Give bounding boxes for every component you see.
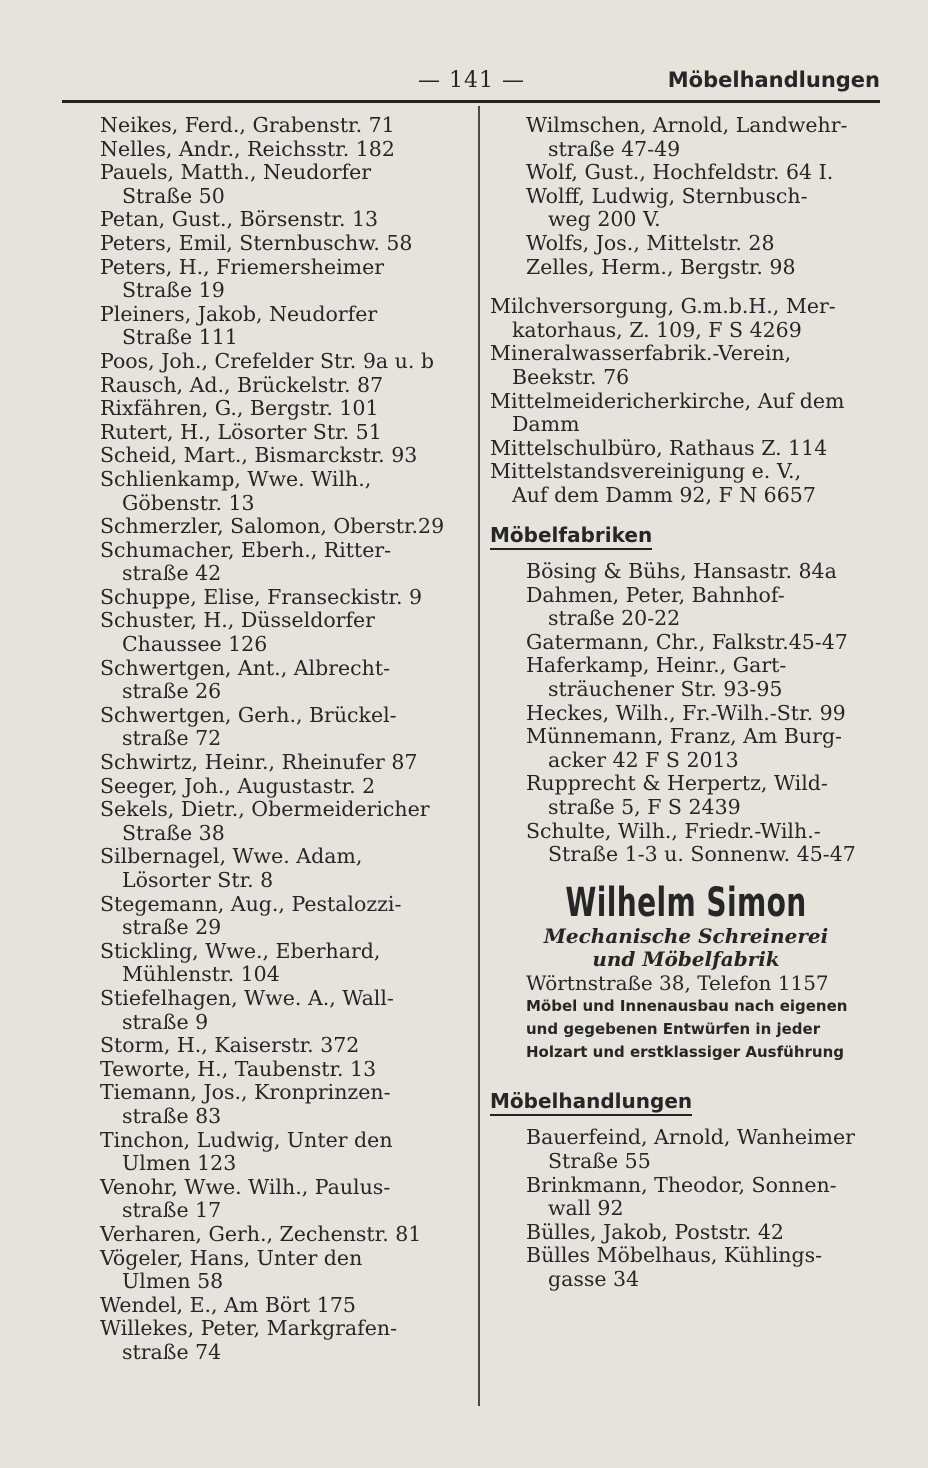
- directory-entry: [100, 303, 460, 350]
- entry-line: Tiemann, Jos., Kronprinzen-: [100, 1080, 391, 1105]
- entry-line: Verharen, Gerh., Zechenstr. 81: [100, 1221, 422, 1246]
- directory-entry: [100, 1081, 460, 1128]
- directory-entry: [100, 444, 460, 468]
- entry-line: Schumacher, Eberh., Ritter-: [100, 537, 392, 562]
- directory-entry: [100, 138, 460, 162]
- directory-entry: [490, 654, 882, 701]
- entry-line: Schmerzler, Salomon, Oberstr.29: [100, 514, 445, 539]
- directory-entry: [100, 1034, 460, 1058]
- directory-entry: [490, 342, 882, 389]
- entry-continuation: Straße 50: [122, 183, 225, 208]
- directory-entry: [490, 631, 882, 655]
- directory-entry: [100, 1247, 460, 1294]
- entry-line: Bösing & Bühs, Hansastr. 84a: [526, 559, 837, 584]
- entry-line: Bülles, Jakob, Poststr. 42: [526, 1219, 784, 1244]
- entry-continuation: Damm: [512, 412, 580, 437]
- entry-continuation: straße 29: [122, 915, 222, 940]
- entry-line: Brinkmann, Theodor, Sonnen-: [526, 1172, 837, 1197]
- header-rule: [62, 100, 880, 103]
- entry-line: Pauels, Matth., Neudorfer: [100, 160, 372, 185]
- entry-line: Heckes, Wilh., Fr.-Wilh.-Str. 99: [526, 700, 846, 725]
- directory-entry: [100, 539, 460, 586]
- entry-continuation: wall 92: [548, 1196, 624, 1221]
- entry-continuation: gasse 34: [548, 1266, 640, 1291]
- advert-text-2: und gegebenen Entwürfen in jeder: [526, 1019, 821, 1038]
- directory-entry: [490, 584, 882, 631]
- entry-line: Rutert, H., Lösorter Str. 51: [100, 419, 382, 444]
- entry-continuation: sträuchener Str. 93-95: [548, 677, 783, 702]
- entry-continuation: Mühlenstr. 104: [122, 962, 280, 987]
- directory-entry: [490, 256, 882, 280]
- entry-line: Schuster, H., Düsseldorfer: [100, 608, 375, 633]
- directory-entry: [490, 702, 882, 726]
- entry-line: Peters, H., Friemersheimer: [100, 254, 385, 279]
- entry-continuation: straße 83: [122, 1103, 222, 1128]
- right-top-list: [490, 114, 882, 279]
- entry-continuation: acker 42 F S 2013: [548, 747, 739, 772]
- entry-line: Wolf, Gust., Hochfeldstr. 64 I.: [526, 160, 834, 185]
- entry-continuation: straße 42: [122, 561, 222, 586]
- entry-continuation: weg 200 V.: [548, 207, 661, 232]
- directory-entry: [100, 256, 460, 303]
- directory-entry: [100, 350, 460, 374]
- entry-continuation: straße 47-49: [548, 136, 681, 161]
- entry-line: Schwertgen, Gerh., Brückel-: [100, 702, 397, 727]
- entry-line: Vögeler, Hans, Unter den: [100, 1245, 363, 1270]
- entry-line: Rupprecht & Herpertz, Wild-: [526, 771, 828, 796]
- entry-line: Storm, H., Kaiserstr. 372: [100, 1033, 360, 1058]
- entry-line: Schlienkamp, Wwe. Wilh.,: [100, 466, 372, 491]
- entry-continuation: Straße 38: [122, 820, 225, 845]
- directory-entry: [490, 772, 882, 819]
- moebelhandlungen-list: [490, 1126, 882, 1291]
- directory-entry: [100, 657, 460, 704]
- entry-line: Schuppe, Elise, Franseckistr. 9: [100, 584, 423, 609]
- entry-continuation: straße 9: [122, 1009, 209, 1034]
- entry-line: Wolff, Ludwig, Sternbusch-: [526, 183, 808, 208]
- directory-entry: [490, 460, 882, 507]
- directory-entry: [100, 987, 460, 1034]
- entry-line: Neikes, Ferd., Grabenstr. 71: [100, 113, 395, 137]
- directory-entry: [100, 374, 460, 398]
- entry-line: Willekes, Peter, Markgrafen-: [100, 1316, 397, 1341]
- directory-entry: [490, 390, 882, 437]
- directory-entry: [490, 1174, 882, 1221]
- entry-line: Sekels, Dietr., Obermeidericher: [100, 797, 430, 822]
- entry-line: Mineralwasserfabrik.-Verein,: [490, 341, 792, 366]
- left-column: [100, 114, 460, 1364]
- directory-entry: [100, 798, 460, 845]
- directory-entry: [100, 1129, 460, 1176]
- page-header: [0, 68, 928, 98]
- entry-line: Silbernagel, Wwe. Adam,: [100, 844, 363, 869]
- moebelfabriken-list: [490, 560, 882, 867]
- advert-address: Wörtnstraße 38, Telefon 1157: [526, 970, 829, 995]
- directory-entry: [100, 161, 460, 208]
- entry-continuation: straße 17: [122, 1198, 222, 1223]
- entry-line: Teworte, H., Taubenstr. 13: [100, 1056, 377, 1081]
- entry-line: Bauerfeind, Arnold, Wanheimer: [526, 1125, 855, 1150]
- directory-entry: [100, 232, 460, 256]
- right-misc-list: [490, 295, 882, 507]
- section-heading-moebelfabriken: Möbelfabriken: [490, 524, 652, 551]
- directory-entry: [100, 1176, 460, 1223]
- entry-line: Poos, Joh., Crefelder Str. 9a u. b: [100, 348, 434, 373]
- page-number: — 141 —: [418, 68, 525, 93]
- entry-line: Schwertgen, Ant., Albrecht-: [100, 655, 390, 680]
- section-heading-moebelhandlungen: Möbelhandlungen: [490, 1090, 692, 1117]
- entry-continuation: straße 26: [122, 679, 222, 704]
- advert-text-1: Möbel und Innenausbau nach eigenen: [526, 996, 848, 1015]
- advert-subtitle-2: und Möbelfabrik: [592, 946, 780, 971]
- directory-entry: [100, 114, 460, 138]
- directory-entry: [490, 820, 882, 867]
- advert-name: Wilhelm Simon: [565, 879, 807, 926]
- entry-line: Wendel, E., Am Bört 175: [100, 1292, 356, 1317]
- directory-entry: [100, 940, 460, 987]
- directory-entry: [100, 704, 460, 751]
- entry-line: Seeger, Joh., Augustastr. 2: [100, 773, 376, 798]
- directory-entry: [490, 725, 882, 772]
- directory-entry: [100, 468, 460, 515]
- entry-line: Scheid, Mart., Bismarckstr. 93: [100, 443, 418, 468]
- entry-line: Rausch, Ad., Brückelstr. 87: [100, 372, 384, 397]
- directory-entry: [490, 114, 882, 161]
- entry-line: Bülles Möbelhaus, Kühlings-: [526, 1243, 823, 1268]
- entry-line: Wilmschen, Arnold, Landwehr-: [526, 113, 848, 137]
- entry-continuation: Beekstr. 76: [512, 364, 630, 389]
- directory-entry: [100, 208, 460, 232]
- entry-line: Nelles, Andr., Reichsstr. 182: [100, 136, 395, 161]
- entry-line: Stickling, Wwe., Eberhard,: [100, 938, 381, 963]
- entry-continuation: Straße 55: [548, 1149, 651, 1173]
- entry-continuation: Auf dem Damm 92, F N 6657: [512, 482, 816, 507]
- entry-line: Haferkamp, Heinr., Gart-: [526, 653, 787, 678]
- entry-line: Tinchon, Ludwig, Unter den: [100, 1127, 393, 1152]
- entry-continuation: Straße 19: [122, 278, 225, 303]
- directory-entry: [100, 515, 460, 539]
- entry-line: Schwirtz, Heinr., Rheinufer 87: [100, 750, 418, 775]
- directory-entry: [100, 586, 460, 610]
- entry-line: Mittelmeidericherkirche, Auf dem: [490, 388, 845, 413]
- entry-line: Peters, Emil, Sternbuschw. 58: [100, 230, 413, 255]
- directory-entry: [100, 775, 460, 799]
- entry-line: Stiefelhagen, Wwe. A., Wall-: [100, 985, 394, 1010]
- entry-line: Mittelstandsvereinigung e. V.,: [490, 459, 802, 484]
- entry-line: Wolfs, Jos., Mittelstr. 28: [526, 230, 775, 255]
- entry-line: Rixfähren, G., Bergstr. 101: [100, 396, 379, 421]
- entry-line: Münnemann, Franz, Am Burg-: [526, 724, 842, 749]
- entry-line: Zelles, Herm., Bergstr. 98: [526, 254, 796, 279]
- entry-line: Milchversorgung, G.m.b.H., Mer-: [490, 294, 836, 319]
- column-divider: [478, 106, 480, 1406]
- entry-continuation: Straße 1-3 u. Sonnenw. 45-47: [548, 842, 856, 867]
- directory-entry: [100, 1058, 460, 1082]
- entry-continuation: Lösorter Str. 8: [122, 868, 274, 892]
- entry-continuation: straße 72: [122, 726, 222, 751]
- entry-line: Schulte, Wilh., Friedr.-Wilh.-: [526, 818, 821, 843]
- directory-entry: [490, 161, 882, 185]
- directory-entry: [490, 560, 882, 584]
- directory-entry: [100, 893, 460, 940]
- directory-entry: [100, 845, 460, 892]
- advert-subtitle-1: Mechanische Schreinerei: [543, 923, 829, 948]
- directory-entry: [100, 421, 460, 445]
- directory-entry: [100, 609, 460, 656]
- directory-entry: [490, 232, 882, 256]
- advert-text-3: Holzart und erstklassiger Ausführung: [526, 1042, 844, 1061]
- directory-entry: [100, 1317, 460, 1364]
- directory-entry: [490, 185, 882, 232]
- entry-continuation: straße 74: [122, 1339, 222, 1364]
- advertisement: [490, 881, 882, 1064]
- directory-entry: [100, 1223, 460, 1247]
- entry-continuation: straße 5, F S 2439: [548, 795, 741, 820]
- right-column: [490, 114, 882, 1292]
- entry-continuation: Straße 111: [122, 325, 238, 350]
- running-title: Möbelhandlungen: [667, 68, 880, 92]
- directory-entry: [100, 397, 460, 421]
- entry-continuation: Göbenstr. 13: [122, 490, 255, 515]
- entry-line: Mittelschulbüro, Rathaus Z. 114: [490, 435, 828, 460]
- directory-entry: [490, 1221, 882, 1245]
- entry-continuation: Chaussee 126: [122, 632, 268, 657]
- entry-continuation: Ulmen 123: [122, 1151, 237, 1176]
- entry-continuation: Ulmen 58: [122, 1269, 224, 1294]
- entry-line: Pleiners, Jakob, Neudorfer: [100, 301, 378, 326]
- directory-entry: [490, 437, 882, 461]
- entry-line: Venohr, Wwe. Wilh., Paulus-: [100, 1174, 391, 1199]
- entry-line: Stegemann, Aug., Pestalozzi-: [100, 891, 402, 916]
- entry-continuation: katorhaus, Z. 109, F S 4269: [512, 317, 802, 342]
- directory-entry: [490, 1244, 882, 1291]
- directory-entry: [100, 1294, 460, 1318]
- directory-entry: [490, 1126, 882, 1173]
- entry-continuation: straße 20-22: [548, 606, 681, 631]
- directory-entry: [490, 295, 882, 342]
- entry-line: Petan, Gust., Börsenstr. 13: [100, 207, 379, 232]
- entry-line: Dahmen, Peter, Bahnhof-: [526, 582, 785, 607]
- entry-line: Gatermann, Chr., Falkstr.45-47: [526, 629, 848, 654]
- directory-entry: [100, 751, 460, 775]
